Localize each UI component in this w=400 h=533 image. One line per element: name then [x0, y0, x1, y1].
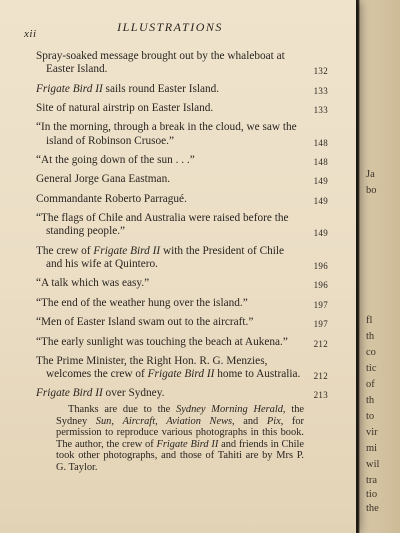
list-item: Frigate Bird II sails round Easter Island. 133: [36, 83, 322, 96]
facing-page-fragment: to: [366, 411, 375, 422]
facing-page-fragment: of: [366, 379, 375, 390]
facing-page-fragment: co: [366, 347, 376, 358]
acknowledgement-text: Thanks are due to the Sydney Morning Herald, the Sydney Sun, Aircraft, Aviation News, and Pix, for permission to reproduce various photographs in this book. The author, the crew of Frigate Bird II and friends in Chile took other photographs, and those of Tahiti are by Mrs P. G. Taylor.: [56, 404, 305, 473]
list-item: “Men of Easter Island swam out to the aircraft.” 197: [36, 316, 322, 329]
entry-page-number: 149: [313, 195, 328, 206]
entry-page-number: 213: [313, 390, 328, 401]
list-item: “A talk which was easy.” 196: [36, 277, 322, 290]
facing-page-fragment: tio: [366, 489, 378, 500]
list-item: General Jorge Gana Eastman. 149: [36, 173, 322, 186]
list-item: “The end of the weather hung over the island.” 197: [36, 297, 322, 310]
entry-page-number: 149: [313, 176, 328, 187]
entry-page-number: 133: [313, 85, 328, 96]
entry-page-number: 149: [313, 228, 328, 239]
facing-page-fragment: th: [366, 331, 375, 342]
list-item: The Prime Minister, the Right Hon. R. G. Menzies, welcomes the crew of Frigate Bird II home to Australia. 212: [36, 355, 322, 381]
facing-page-edge: [362, 0, 400, 533]
facing-page-fragment: fl: [366, 315, 373, 326]
list-item: Spray-soaked message brought out by the whaleboat at Easter Island. 132: [36, 50, 322, 76]
page-number: xii: [24, 28, 37, 40]
entry-page-number: 212: [313, 338, 328, 349]
list-item: “The early sunlight was touching the beach at Aukena.” 212: [36, 336, 322, 349]
entry-page-number: 133: [313, 104, 328, 115]
illustrations-list: [36, 50, 328, 407]
facing-page-fragment: wil: [366, 459, 380, 470]
facing-page-fragment: th: [366, 395, 375, 406]
facing-page-fragment: Ja: [366, 169, 375, 180]
list-item: Commandante Roberto Parragué. 149: [36, 193, 322, 206]
facing-page-fragment: the: [366, 503, 379, 514]
entry-page-number: 212: [313, 371, 328, 382]
running-head: ILLUSTRATIONS: [117, 20, 223, 34]
entry-page-number: 132: [313, 66, 328, 77]
facing-page-fragment: tra: [366, 475, 378, 486]
entry-page-number: 196: [313, 280, 328, 291]
facing-page-fragment: bo: [366, 185, 377, 196]
facing-page-fragment: vir: [366, 427, 378, 438]
list-item: “The flags of Chile and Australia were raised before the standing people.” 149: [36, 212, 322, 238]
facing-page-fragment: mi: [366, 443, 378, 454]
list-item: Frigate Bird II over Sydney. 213: [36, 387, 322, 400]
facing-page-fragment: tic: [366, 363, 377, 374]
list-item: “At the going down of the sun . . .” 148: [36, 154, 322, 167]
list-item: “In the morning, through a break in the cloud, we saw the island of Robinson Crusoe.” 148: [36, 121, 322, 147]
list-item: Site of natural airstrip on Easter Island. 133: [36, 102, 322, 115]
entry-page-number: 196: [313, 260, 328, 271]
acknowledgement-note: [56, 404, 304, 474]
list-item: The crew of Frigate Bird II with the President of Chile and his wife at Quintero. 196: [36, 245, 322, 271]
entry-page-number: 197: [313, 299, 328, 310]
entry-page-number: 197: [313, 319, 328, 330]
entry-page-number: 148: [313, 156, 328, 167]
entry-page-number: 148: [313, 137, 328, 148]
